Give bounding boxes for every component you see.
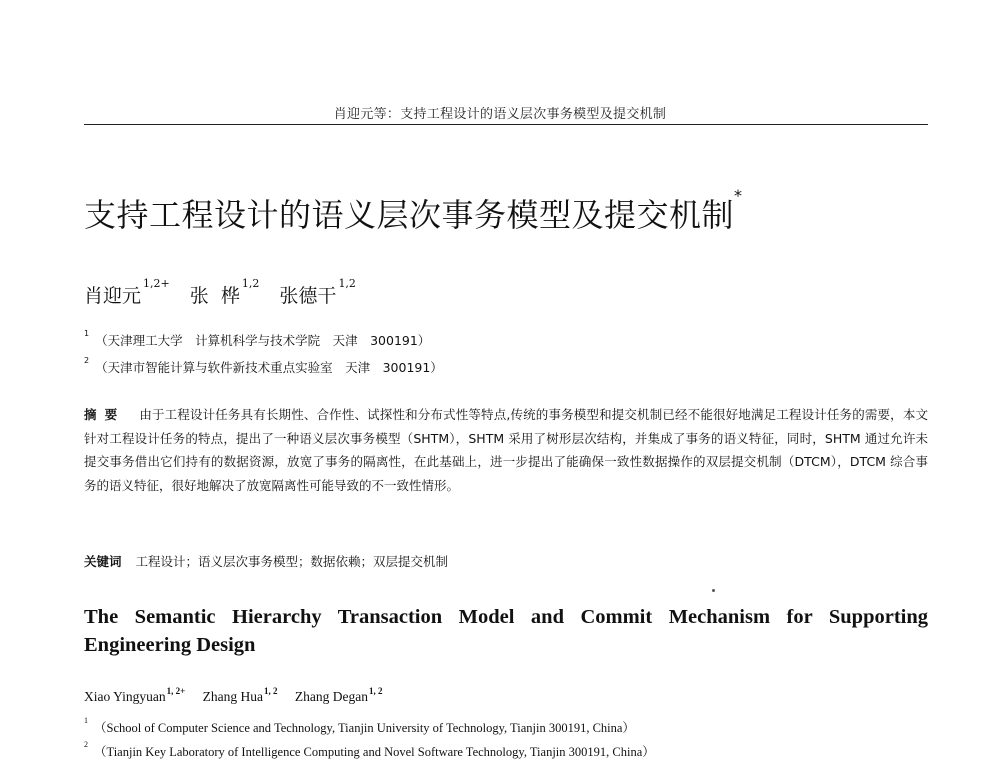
author-affiliation-mark: 1, 2 xyxy=(264,686,278,696)
chinese-title-text: 支持工程设计的语义层次事务模型及提交机制 xyxy=(84,196,735,234)
affiliation-number: 1 xyxy=(84,329,90,338)
author-name: 肖迎元 xyxy=(84,285,142,307)
author-name: 张 桦 xyxy=(189,285,240,307)
english-affiliation-1 xyxy=(84,718,635,736)
english-title: The Semantic Hierarchy Transaction Model and Commit Mechanism for Supporting Engineering Design xyxy=(84,606,928,656)
chinese-affiliation-2 xyxy=(84,358,443,376)
affiliation-text: （天津理工大学 计算机科学与技术学院 天津 300191） xyxy=(95,333,431,348)
author-name: Zhang Hua xyxy=(202,689,263,704)
keywords-text: 工程设计；语义层次事务模型；数据依赖；双层提交机制 xyxy=(135,554,449,569)
author-affiliation-mark: 1,2+ xyxy=(143,277,170,290)
chinese-affiliation-1 xyxy=(84,331,430,349)
english-author xyxy=(84,686,186,704)
affiliation-number: 1 xyxy=(84,716,88,725)
author-name: Zhang Degan xyxy=(294,689,368,704)
chinese-authors xyxy=(84,277,370,308)
author-affiliation-mark: 1, 2 xyxy=(368,686,383,696)
author-name: 张德干 xyxy=(279,285,337,307)
english-affiliation-2 xyxy=(84,742,655,760)
author-affiliation-mark: 1, 2+ xyxy=(166,686,186,696)
running-header: 肖迎元等：支持工程设计的语义层次事务模型及提交机制 xyxy=(333,107,667,122)
affiliation-text: （Tianjin Key Laboratory of Intelligence Computing and Novel Software Technology, Tianjin 300191, China） xyxy=(94,745,655,759)
english-author xyxy=(294,686,383,704)
english-authors xyxy=(84,686,396,705)
chinese-author xyxy=(189,277,260,307)
chinese-author xyxy=(84,277,170,307)
header-rule xyxy=(84,124,928,125)
stray-mark xyxy=(712,589,715,592)
affiliation-number: 2 xyxy=(84,740,88,749)
english-author xyxy=(202,686,278,704)
author-affiliation-mark: 1,2 xyxy=(338,277,356,290)
title-footnote-mark: * xyxy=(734,186,743,205)
keywords-label: 关键词 xyxy=(84,554,122,569)
affiliation-text: （天津市智能计算与软件新技术重点实验室 天津 300191） xyxy=(95,360,443,375)
author-affiliation-mark: 1,2 xyxy=(241,277,260,290)
chinese-author xyxy=(279,277,356,307)
chinese-abstract xyxy=(84,403,928,497)
author-name: Xiao Yingyuan xyxy=(84,689,166,704)
affiliation-number: 2 xyxy=(84,356,90,365)
abstract-text: 由于工程设计任务具有长期性、合作性、试探性和分布式性等特点,传统的事务模型和提交机制已经不能很好地满足工程设计任务的需要，本文针对工程设计任务的特点，提出了一种语义层次事务模型（SHTM），SHTM 采用了树形层次结构，并集成了事务的语义特征，同时，SHTM 通过允许未提交事务借出它们持有的数据资源，放宽了事务的隔离性，在此基础上，进一步提出了能确保一致性数据操作的双层提交机制（DTCM），DTCM 综合事务的语义特征，很好地解决了放宽隔离性可能导致的不一致性情形。 xyxy=(84,407,928,493)
chinese-keywords xyxy=(84,552,448,570)
affiliation-text: （School of Computer Science and Technology, Tianjin University of Technology, Tianjin 300191, China） xyxy=(94,721,635,735)
chinese-title xyxy=(84,186,743,236)
abstract-label: 摘要 xyxy=(84,407,126,422)
